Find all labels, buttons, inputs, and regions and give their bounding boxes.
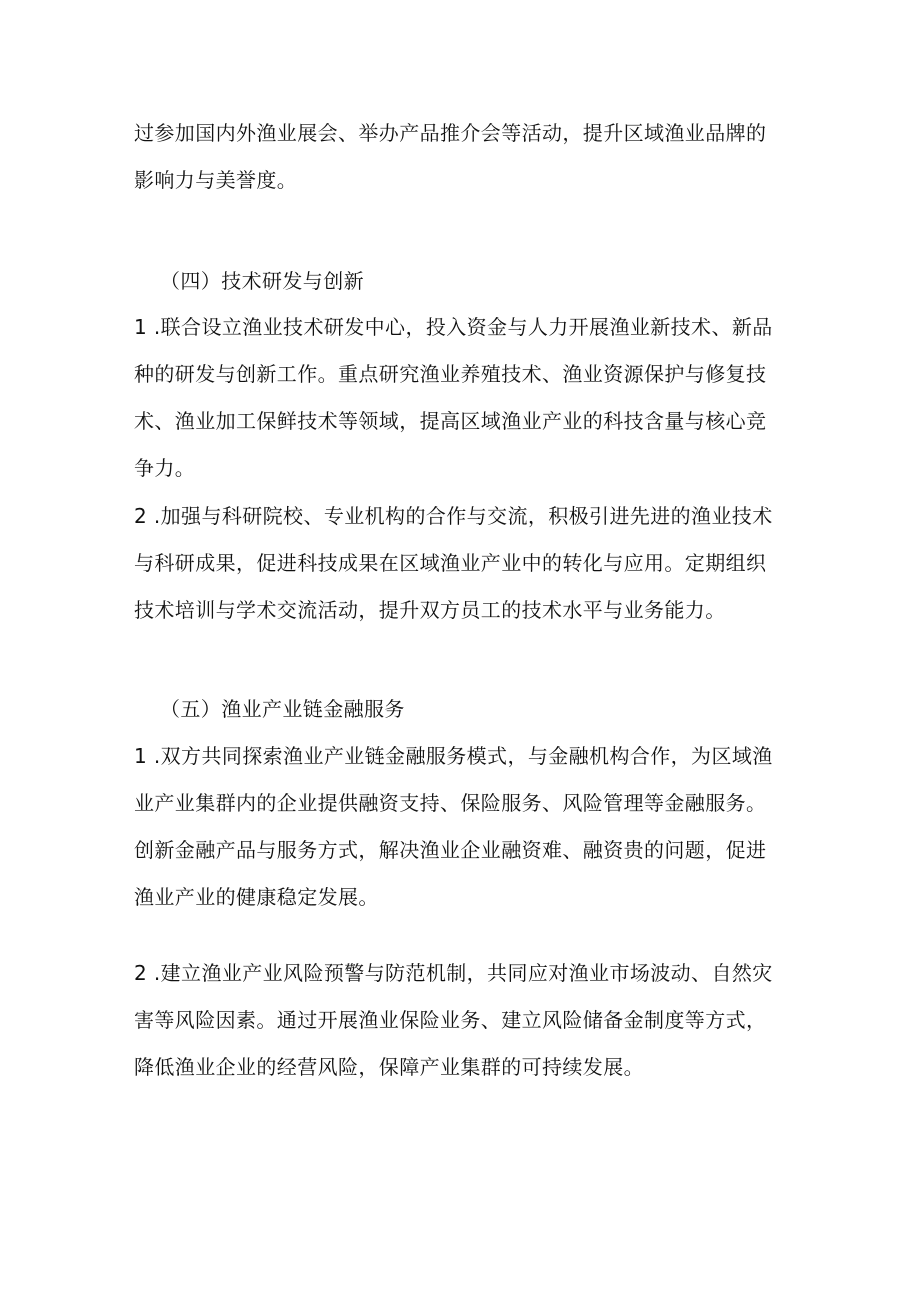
section-heading-4: （四）技术研发与创新 bbox=[160, 269, 364, 293]
paragraph-line: 降低渔业企业的经营风险，保障产业集群的可持续发展。 bbox=[134, 1055, 644, 1079]
paragraph-line: 渔业产业的健康稳定发展。 bbox=[134, 885, 379, 909]
section5-item-1 bbox=[134, 733, 774, 921]
paragraph-line: 术、渔业加工保鲜技术等领域，提高区域渔业产业的科技含量与核心竞 bbox=[134, 409, 767, 433]
section5-item-2 bbox=[134, 950, 774, 1091]
paragraph-line: 争力。 bbox=[134, 456, 196, 480]
paragraph-line: 种的研发与创新工作。重点研究渔业养殖技术、渔业资源保护与修复技 bbox=[134, 362, 767, 386]
section4-item-2 bbox=[134, 493, 774, 634]
paragraph-line: 与科研成果，促进科技成果在区域渔业产业中的转化与应用。定期组织 bbox=[134, 551, 767, 575]
section4-item-1 bbox=[134, 304, 774, 492]
paragraph-line: 2 .建立渔业产业风险预警与防范机制，共同应对渔业市场波动、自然灾 bbox=[134, 961, 773, 985]
paragraph-line: 影响力与美誉度。 bbox=[134, 168, 298, 192]
intro-paragraph bbox=[134, 110, 774, 204]
paragraph-line: 创新金融产品与服务方式，解决渔业企业融资难、融资贵的问题，促进 bbox=[134, 838, 767, 862]
paragraph-line: 1 .双方共同探索渔业产业链金融服务模式，与金融机构合作，为区域渔 bbox=[134, 744, 773, 768]
paragraph-line: 业产业集群内的企业提供融资支持、保险服务、风险管理等金融服务。 bbox=[134, 791, 767, 815]
section-heading-5: （五）渔业产业链金融服务 bbox=[160, 697, 405, 721]
paragraph-line: 过参加国内外渔业展会、举办产品推介会等活动，提升区域渔业品牌的 bbox=[134, 121, 767, 145]
paragraph-line: 技术培训与学术交流活动，提升双方员工的技术水平与业务能力。 bbox=[134, 598, 726, 622]
paragraph-line: 2 .加强与科研院校、专业机构的合作与交流，积极引进先进的渔业技术 bbox=[134, 504, 773, 528]
paragraph-line: 害等风险因素。通过开展渔业保险业务、建立风险储备金制度等方式， bbox=[134, 1008, 767, 1032]
paragraph-line: 1 .联合设立渔业技术研发中心，投入资金与人力开展渔业新技术、新品 bbox=[134, 315, 773, 339]
